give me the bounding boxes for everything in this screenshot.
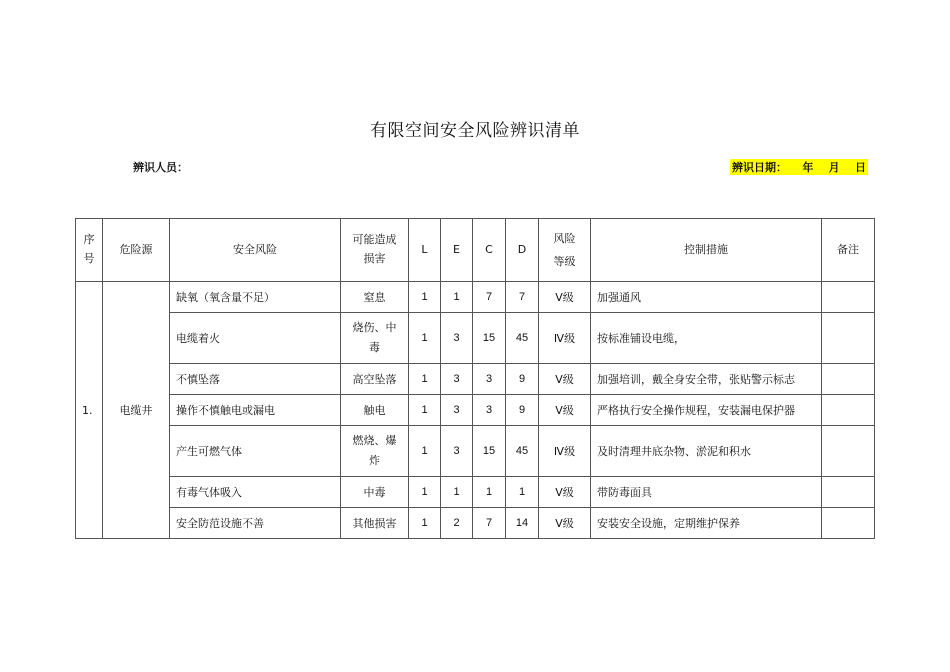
remark-cell	[822, 313, 875, 364]
c-cell: 7	[473, 508, 506, 539]
l-cell: 1	[409, 282, 441, 313]
table-row	[76, 313, 875, 364]
header-L: L	[409, 219, 441, 282]
measure-cell: 按标准铺设电缆，	[591, 313, 822, 364]
d-cell: 9	[506, 364, 539, 395]
header-hazard-source: 危险源	[103, 219, 170, 282]
level-cell: Ⅴ级	[539, 282, 591, 313]
d-cell: 7	[506, 282, 539, 313]
table-row	[76, 395, 875, 426]
header-safety-risk: 安全风险	[170, 219, 341, 282]
remark-cell	[822, 282, 875, 313]
l-cell: 1	[409, 364, 441, 395]
c-cell: 1	[473, 477, 506, 508]
remark-cell	[822, 508, 875, 539]
c-cell: 7	[473, 282, 506, 313]
table-row	[76, 477, 875, 508]
harm-cell: 其他损害	[341, 508, 409, 539]
harm-cell: 窒息	[341, 282, 409, 313]
d-cell: 1	[506, 477, 539, 508]
remark-cell	[822, 364, 875, 395]
level-cell: Ⅴ级	[539, 508, 591, 539]
level-cell: Ⅴ级	[539, 364, 591, 395]
table-row	[76, 426, 875, 477]
harm-cell: 烧伤、中毒	[341, 313, 409, 364]
remark-cell	[822, 477, 875, 508]
risk-cell: 有毒气体吸入	[170, 477, 341, 508]
l-cell: 1	[409, 477, 441, 508]
level-cell: Ⅴ级	[539, 477, 591, 508]
risk-table	[75, 218, 875, 539]
l-cell: 1	[409, 395, 441, 426]
e-cell: 3	[441, 313, 473, 364]
measure-cell: 及时清理井底杂物、淤泥和积水	[591, 426, 822, 477]
e-cell: 2	[441, 508, 473, 539]
header-risk-level: 风险 等级	[539, 219, 591, 282]
harm-cell: 高空坠落	[341, 364, 409, 395]
identifier-label: 辨识人员：	[133, 161, 188, 174]
risk-cell: 电缆着火	[170, 313, 341, 364]
group-seq: 1.	[76, 282, 103, 539]
harm-cell: 中毒	[341, 477, 409, 508]
c-cell: 3	[473, 364, 506, 395]
risk-cell: 操作不慎触电或漏电	[170, 395, 341, 426]
d-cell: 45	[506, 426, 539, 477]
identification-date-label: 辨识日期： 年 月 日	[732, 161, 866, 174]
table-row	[76, 282, 875, 313]
level-cell: Ⅳ级	[539, 313, 591, 364]
document-title: 有限空间安全风险辨识清单	[370, 121, 580, 141]
e-cell: 3	[441, 395, 473, 426]
remark-cell	[822, 426, 875, 477]
measure-cell: 加强培训，戴全身安全带，张贴警示标志	[591, 364, 822, 395]
c-cell: 15	[473, 313, 506, 364]
header-seq: 序号	[76, 219, 103, 282]
risk-cell: 安全防范设施不善	[170, 508, 341, 539]
e-cell: 1	[441, 477, 473, 508]
header-D: D	[506, 219, 539, 282]
l-cell: 1	[409, 508, 441, 539]
level-cell: Ⅳ级	[539, 426, 591, 477]
e-cell: 3	[441, 426, 473, 477]
risk-cell: 缺氧（氧含量不足）	[170, 282, 341, 313]
measure-cell: 加强通风	[591, 282, 822, 313]
c-cell: 3	[473, 395, 506, 426]
header-control-measures: 控制措施	[591, 219, 822, 282]
table-row	[76, 508, 875, 539]
l-cell: 1	[409, 426, 441, 477]
measure-cell: 严格执行安全操作规程，安装漏电保护器	[591, 395, 822, 426]
measure-cell: 带防毒面具	[591, 477, 822, 508]
header-E: E	[441, 219, 473, 282]
l-cell: 1	[409, 313, 441, 364]
d-cell: 14	[506, 508, 539, 539]
header-C: C	[473, 219, 506, 282]
group-hazard-source: 电缆井	[103, 282, 170, 539]
remark-cell	[822, 395, 875, 426]
d-cell: 45	[506, 313, 539, 364]
table-header-row	[76, 219, 875, 282]
e-cell: 1	[441, 282, 473, 313]
d-cell: 9	[506, 395, 539, 426]
risk-cell: 不慎坠落	[170, 364, 341, 395]
table-row	[76, 364, 875, 395]
harm-cell: 触电	[341, 395, 409, 426]
harm-cell: 燃烧、爆炸	[341, 426, 409, 477]
header-remarks: 备注	[822, 219, 875, 282]
measure-cell: 安装安全设施，定期维护保养	[591, 508, 822, 539]
level-cell: Ⅴ级	[539, 395, 591, 426]
risk-cell: 产生可燃气体	[170, 426, 341, 477]
header-possible-harm: 可能造成损害	[341, 219, 409, 282]
c-cell: 15	[473, 426, 506, 477]
e-cell: 3	[441, 364, 473, 395]
